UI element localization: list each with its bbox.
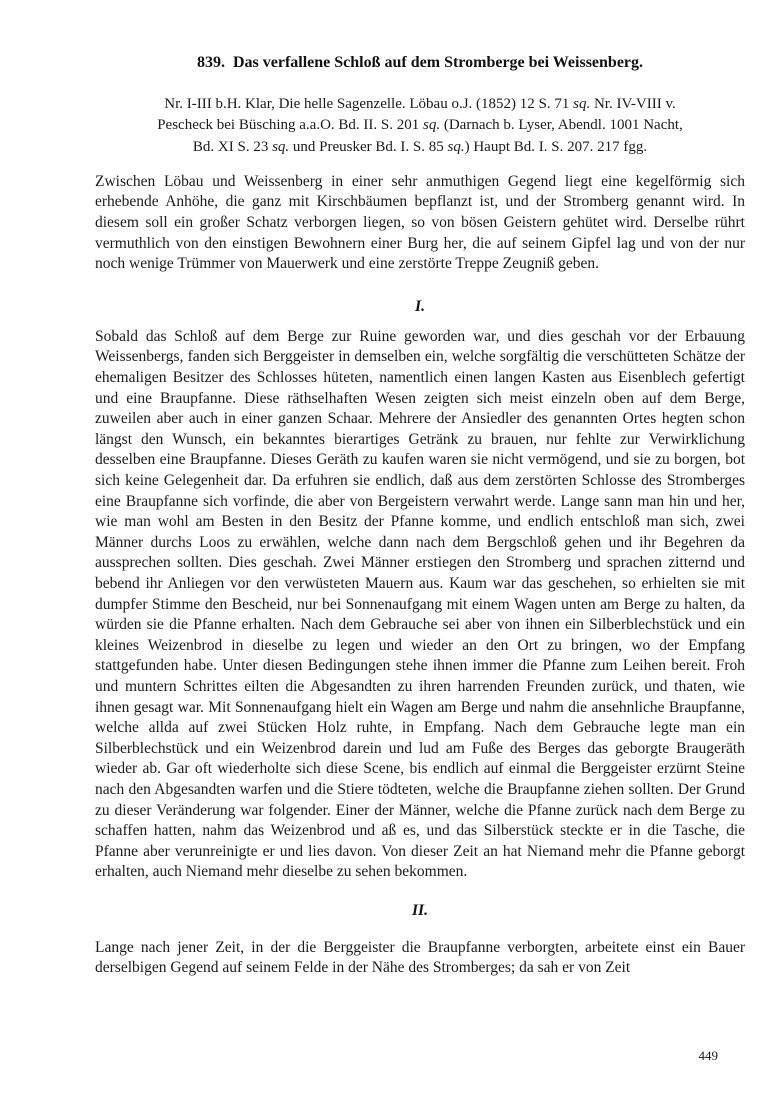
page-content bbox=[95, 0, 745, 979]
page-number: 449 bbox=[698, 1048, 718, 1063]
citation-line: Nr. I-III b.H. Klar, Die helle Sagenzelle. Löbau o.J. (1852) 12 S. 71 sq. Nr. IV-VIII v. bbox=[164, 96, 676, 112]
citation-line: Pescheck bei Büsching a.a.O. Bd. II. S. 201 sq. (Darnach b. Lyser, Abendl. 1001 Nacht, bbox=[157, 117, 683, 134]
intro-paragraph: Zwischen Löbau und Weissenberg in einer sehr anmuthigen Gegend liegt eine kegelförmig sich erhebende Anhöhe, die ganz mit Kirschbäumen bepflanzt ist, und der Stromberg genannt wird. In diesem soll ein großer Schatz verborgen liegen, so von bösen Geistern gehütet wird. Derselbe rührt vermuthlich von den einstigen Bewohnern einer Burg her, die auf seinem Gipfel lag und von der nur noch wenige Trümmer von Mauerwerk und eine zerstörte Treppe Zeugniß geben. bbox=[95, 172, 745, 273]
section-1-paragraph: Sobald das Schloß auf dem Berge zur Ruine geworden war, und dies geschah vor der Erbauung Weissenbergs, fanden sich Berggeister in demselben ein, welche sorgfältig die verschütteten Schätze der ehemaligen Besitzer des Schlosses hüteten, namentlich einen langen Kasten aus Eisenblech gefertigt und eine Braupfanne. Diese räthselhaften Wesen zeigten sich meist einzeln oben auf dem Berge, zuweilen aber auch in einer ganzen Schaar. Mehrere der Ansiedler des genannten Ortes hegten schon längst den Wunsch, ein bekanntes bierartiges Getränk zu brauen, nur fehlte zur Verwirklichung desselben eine Braupfanne. Dieses Geräth zu kaufen waren sie nicht vermögend, und sie zu borgen, bot sich keine Gelegenheit dar. Da erfuhren sie endlich, daß aus dem zerstörten Schlosse des Stromberges eine Braupfanne sich vorfinde, die aber von Bergeistern verwahrt werde. Lange sann man hin und her, wie man wohl am Besten in den Besitz der Pfanne komme, und endlich entschloß man sich, zwei Männer durchs Loos zu erwählen, welche dann nach dem Bergschloß gehen und ihr Begehren da aussprechen sollten. Dies geschah. Zwei Männer erstiegen den Stromberg und sprachen zitternd und bebend ihr Anliegen vor den verwüsteten Mauern aus. Kaum war das geschehen, so erhielten sie mit dumpfer Stimme den Bescheid, nur bei Sonnenaufgang mit einem Wagen unten am Berge zu halten, da würden sie die Pfanne erhalten. Nach dem Gebrauche sei aber von ihnen ein Silberblechstück und ein kleines Weizenbrod in dieselbe zu legen und wieder an den Ort zu bringen, wo der Empfang stattgefunden habe. Unter diesen Bedingungen stehe ihnen immer die Pfanne zum Leihen bereit. Froh und muntern Schrittes eilten die Abgesandten zu ihren harrenden Freunden zurück, und thaten, wie ihnen gesagt war. Mit Sonnenaufgang hielt ein Wagen am Berge und nahm die ansehnliche Braupfanne, welche allda auf zwei Stücken Holz ruhte, in Empfang. Nach dem Gebrauche legte man ein Silberblechstück und ein Weizenbrod darein und lud am Fuße des Berges das geborgte Braugeräth wieder ab. Gar oft wiederholte sich diese Scene, bis endlich auf einmal die Berggeister erzürnt Steine nach den Abgesandten warfen und die Stiere tödteten, welche die Braupfanne ziehen sollten. Der Grund zu dieser Veränderung war folgender. Einer der Männer, welche die Pfanne zurück nach dem Berge zu schaffen hatten, nahm das Weizenbrod und aß es, und das Silberstück steckte er in die Tasche, die Pfanne aber verunreinigte er und lies davon. Von dieser Zeit an hat Niemand mehr die Pfanne geborgt erhalten, auch Niemand mehr dieselbe zu sehen bekommen. bbox=[95, 327, 745, 881]
source-citation bbox=[95, 94, 745, 158]
section-2-heading: II. bbox=[412, 901, 428, 919]
section-1-heading: I. bbox=[415, 297, 425, 315]
section-2-paragraph: Lange nach jener Zeit, in der die Berggeister die Braupfanne verborgten, arbeitete einst ein Bauer derselbigen Gegend auf seinem Felde in der Nähe des Stromberges; da sah er von Zeit bbox=[95, 938, 745, 977]
citation-line: Bd. XI S. 23 sq. und Preusker Bd. I. S. 85 sq.) Haupt Bd. I. S. 207. 217 fgg. bbox=[192, 138, 648, 155]
page-title: 839. Das verfallene Schloß auf dem Stromberge bei Weissenberg. bbox=[196, 54, 644, 71]
